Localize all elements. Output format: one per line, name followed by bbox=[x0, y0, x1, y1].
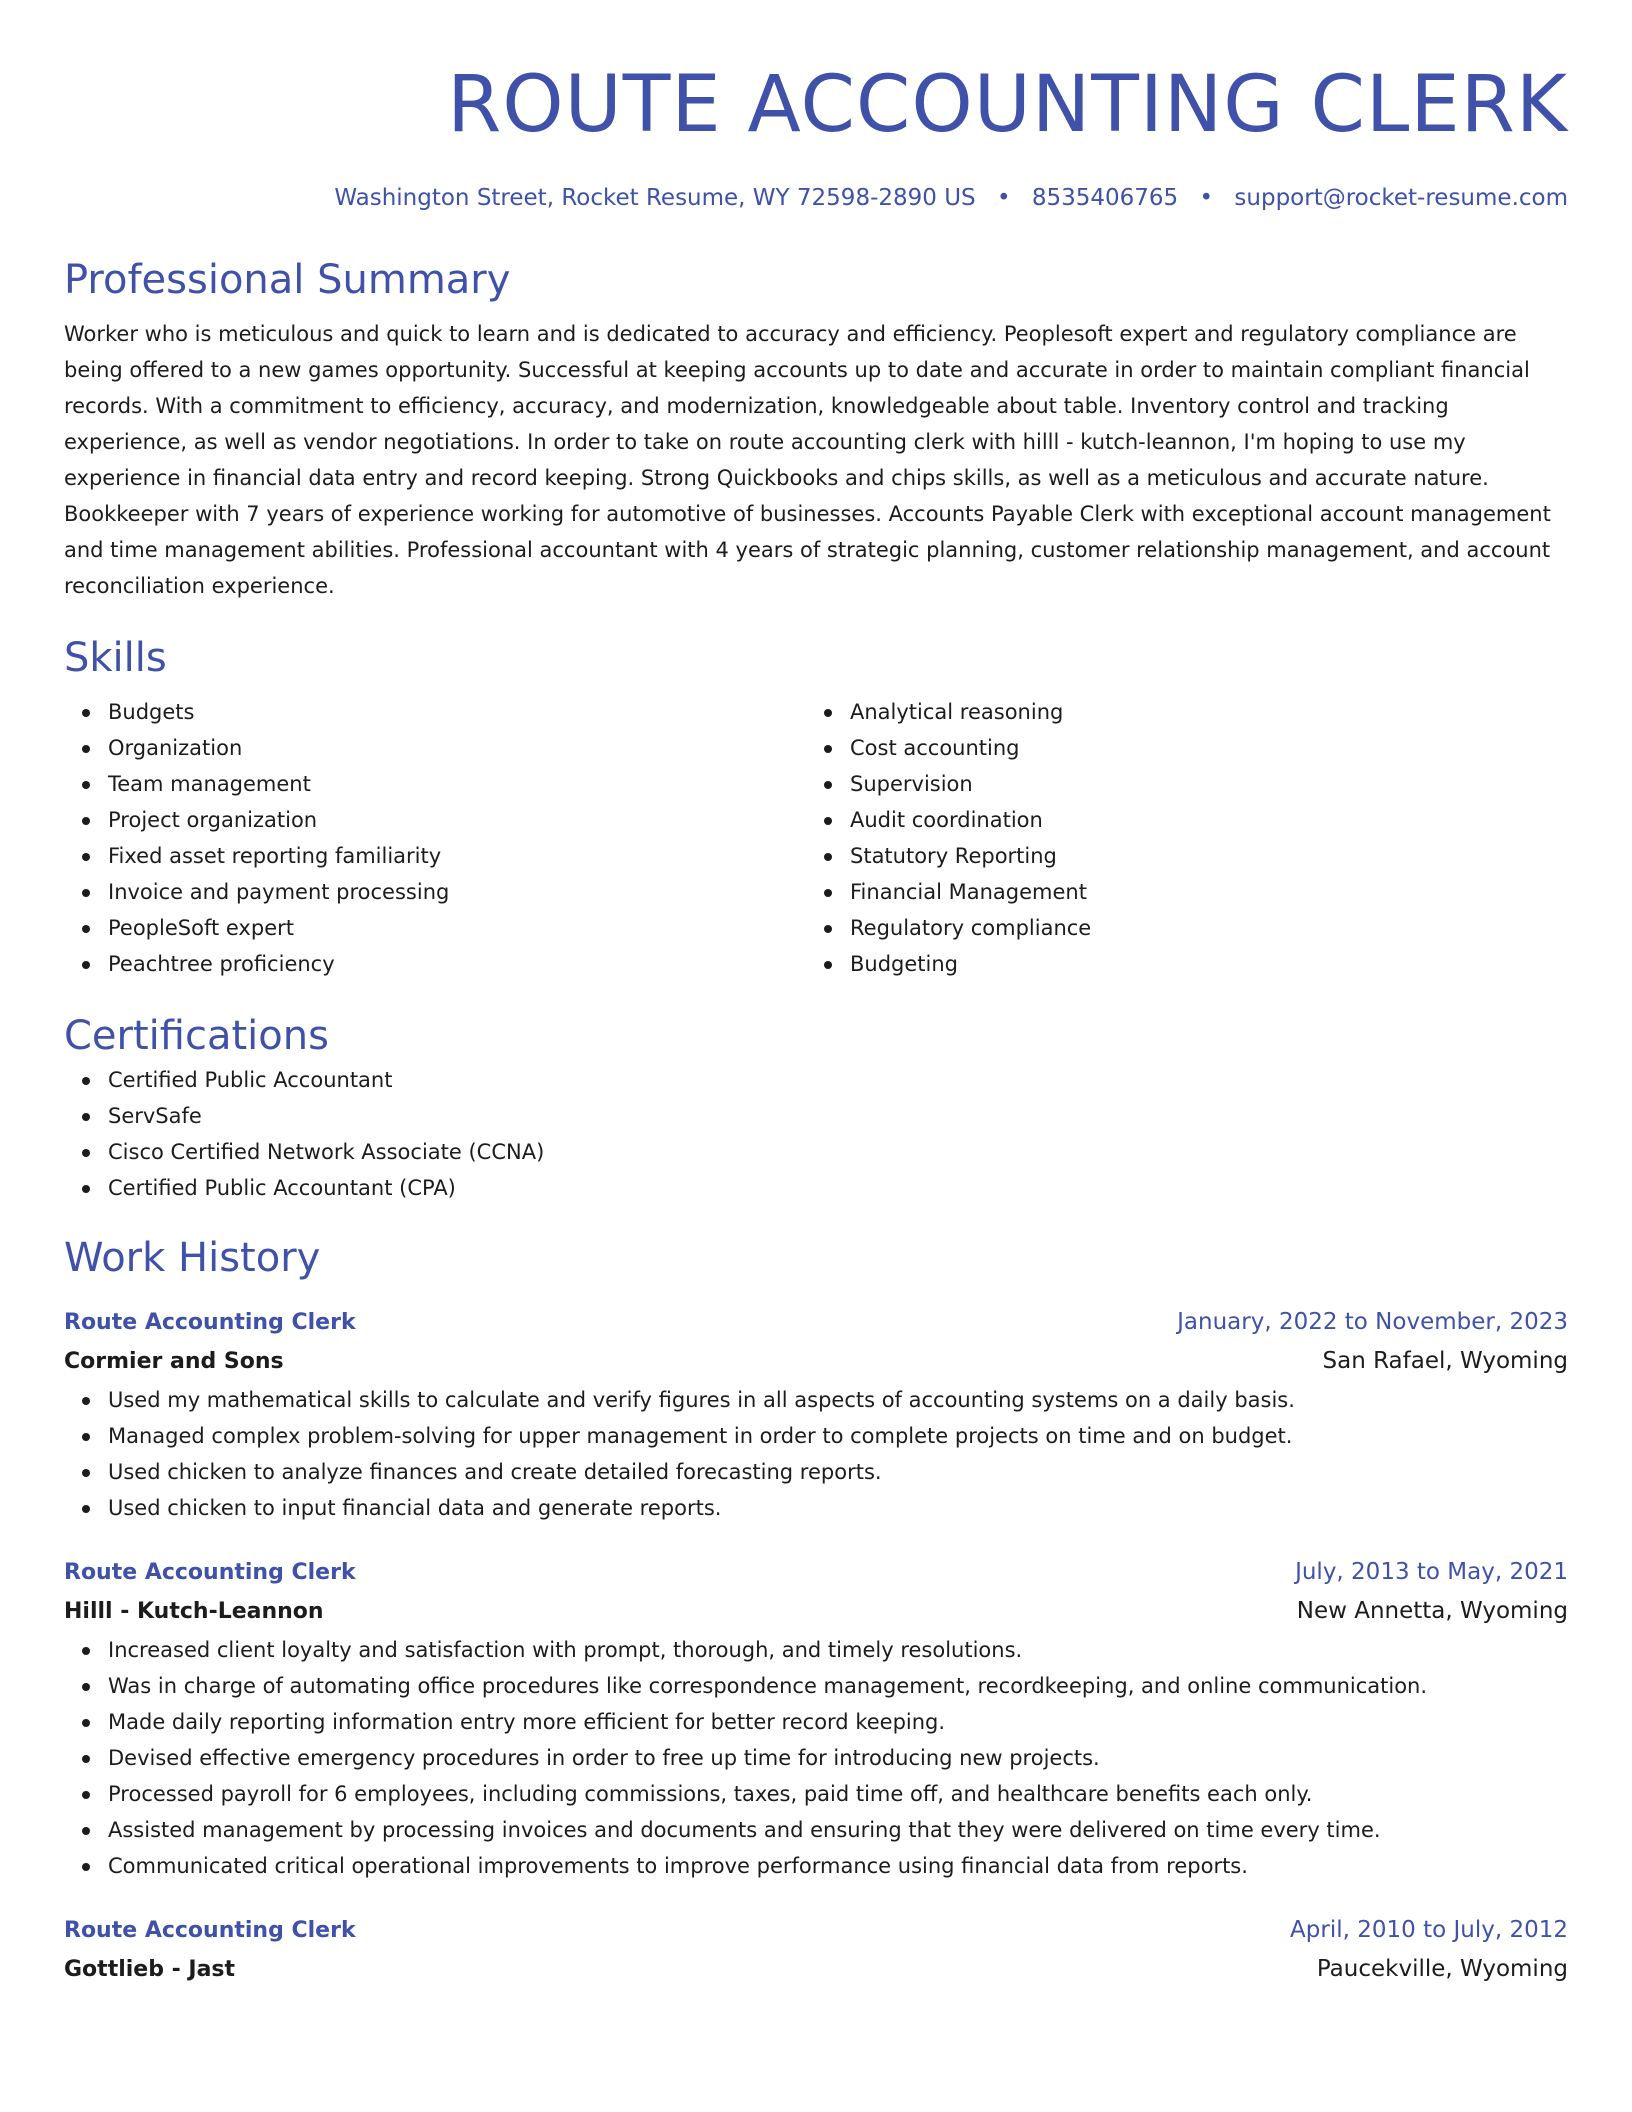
job-dates: January, 2022 to November, 2023 bbox=[1177, 1309, 1568, 1335]
contact-line bbox=[64, 182, 1568, 214]
skill-item: Audit coordination bbox=[850, 802, 1568, 838]
job-title-row bbox=[64, 1912, 1568, 1949]
certification-item: Certified Public Accountant (CPA) bbox=[108, 1170, 1568, 1206]
resume-header bbox=[64, 0, 1568, 214]
job-location: New Annetta, Wyoming bbox=[1296, 1598, 1568, 1624]
skills-section bbox=[64, 632, 1568, 982]
work-history-heading: Work History bbox=[64, 1235, 321, 1281]
certification-item: ServSafe bbox=[108, 1098, 1568, 1134]
summary-text: Worker who is meticulous and quick to learn and is dedicated to accuracy and efficiency. Peoplesoft expert and regulatory compliance are being offered to a new games opportunity. Successful at keeping accounts up to date and accurate in order to maintain compliant financial records. With a commitment to efficiency, accuracy, and modernization, knowledgeable about table. Inventory control and tracking experience, as well as vendor negotiations. In order to take on route accounting clerk with hilll - kutch-leannon, I'm hoping to use my experience in financial data entry and record keeping. Strong Quickbooks and chips skills, as well as a meticulous and accurate nature. Bookkeeper with 7 years of experience working for automotive of businesses. Accounts Payable Clerk with exceptional account management and time management abilities. Professional accountant with 4 years of strategic planning, customer relationship management, and account reconciliation experience. bbox=[64, 322, 1551, 598]
job-dates: July, 2013 to May, 2021 bbox=[1295, 1559, 1568, 1585]
job-title: Route Accounting Clerk bbox=[64, 1560, 356, 1585]
skill-item: Regulatory compliance bbox=[850, 910, 1568, 946]
job-entry bbox=[64, 1554, 1568, 1884]
skill-item: Invoice and payment processing bbox=[108, 874, 806, 910]
job-title-row bbox=[64, 1554, 1568, 1591]
skill-item: Organization bbox=[108, 730, 806, 766]
job-entry bbox=[64, 1304, 1568, 1526]
job-entry bbox=[64, 1912, 1568, 1990]
job-location: Paucekville, Wyoming bbox=[1316, 1956, 1568, 1982]
job-company: Gottlieb - Jast bbox=[64, 1957, 236, 1982]
skill-item: Peachtree proficiency bbox=[108, 946, 806, 982]
skill-item: Analytical reasoning bbox=[850, 694, 1568, 730]
work-history-section bbox=[64, 1232, 1568, 1990]
page-title: ROUTE ACCOUNTING CLERK bbox=[447, 60, 1568, 150]
job-company-row bbox=[64, 1591, 1568, 1632]
skill-item: Cost accounting bbox=[850, 730, 1568, 766]
certifications-section bbox=[64, 1010, 1568, 1206]
job-bullet: Assisted management by processing invoices and documents and ensuring that they were delivered on time every time. bbox=[108, 1812, 1568, 1848]
contact-phone: 8535406765 bbox=[1031, 185, 1179, 211]
job-company-row bbox=[64, 1949, 1568, 1990]
job-bullet: Used my mathematical skills to calculate and verify figures in all aspects of accounting systems on a daily basis. bbox=[108, 1382, 1568, 1418]
job-bullets bbox=[64, 1382, 1568, 1526]
job-bullet: Managed complex problem-solving for upper management in order to complete projects on time and on budget. bbox=[108, 1418, 1568, 1454]
summary-heading: Professional Summary bbox=[64, 257, 511, 303]
job-bullet: Used chicken to analyze finances and create detailed forecasting reports. bbox=[108, 1454, 1568, 1490]
skill-item: Budgeting bbox=[850, 946, 1568, 982]
job-title: Route Accounting Clerk bbox=[64, 1310, 356, 1335]
skills-list-right bbox=[806, 694, 1568, 982]
contact-separator: • bbox=[996, 185, 1011, 211]
job-bullet: Made daily reporting information entry more efficient for better record keeping. bbox=[108, 1704, 1568, 1740]
contact-address: Washington Street, Rocket Resume, WY 72598-2890 US bbox=[334, 185, 976, 211]
job-dates: April, 2010 to July, 2012 bbox=[1290, 1917, 1568, 1943]
contact-separator: • bbox=[1199, 185, 1214, 211]
job-location: San Rafael, Wyoming bbox=[1322, 1348, 1568, 1374]
job-bullet: Used chicken to input financial data and generate reports. bbox=[108, 1490, 1568, 1526]
job-bullet: Was in charge of automating office procedures like correspondence management, recordkeeping, and online communication. bbox=[108, 1668, 1568, 1704]
summary-section bbox=[64, 254, 1568, 604]
job-bullet: Communicated critical operational improvements to improve performance using financial data from reports. bbox=[108, 1848, 1568, 1884]
skill-item: Statutory Reporting bbox=[850, 838, 1568, 874]
certifications-list bbox=[64, 1062, 1568, 1206]
job-title-row bbox=[64, 1304, 1568, 1341]
skill-item: PeopleSoft expert bbox=[108, 910, 806, 946]
skills-grid bbox=[64, 694, 1568, 982]
skill-item: Project organization bbox=[108, 802, 806, 838]
job-company-row bbox=[64, 1341, 1568, 1382]
certification-item: Certified Public Accountant bbox=[108, 1062, 1568, 1098]
job-bullet: Increased client loyalty and satisfaction with prompt, thorough, and timely resolutions. bbox=[108, 1632, 1568, 1668]
job-bullet: Processed payroll for 6 employees, including commissions, taxes, paid time off, and healthcare benefits each only. bbox=[108, 1776, 1568, 1812]
job-title: Route Accounting Clerk bbox=[64, 1918, 356, 1943]
job-company: Hilll - Kutch-Leannon bbox=[64, 1599, 324, 1624]
skill-item: Team management bbox=[108, 766, 806, 802]
job-bullets bbox=[64, 1632, 1568, 1884]
job-bullet: Devised effective emergency procedures in order to free up time for introducing new projects. bbox=[108, 1740, 1568, 1776]
contact-email: support@rocket-resume.com bbox=[1234, 185, 1568, 211]
skill-item: Financial Management bbox=[850, 874, 1568, 910]
skill-item: Budgets bbox=[108, 694, 806, 730]
certification-item: Cisco Certified Network Associate (CCNA) bbox=[108, 1134, 1568, 1170]
job-company: Cormier and Sons bbox=[64, 1349, 284, 1374]
skill-item: Supervision bbox=[850, 766, 1568, 802]
skills-heading: Skills bbox=[64, 635, 167, 681]
skills-list-left bbox=[64, 694, 806, 982]
certifications-heading: Certifications bbox=[64, 1013, 329, 1059]
skill-item: Fixed asset reporting familiarity bbox=[108, 838, 806, 874]
